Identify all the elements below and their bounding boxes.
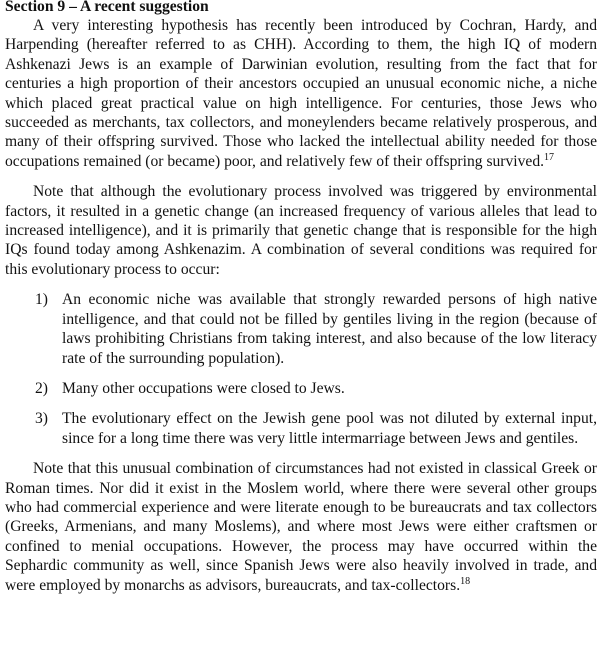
list-item-text: An economic niche was available that strongly rewarded persons of high native intelligence, and that could not be filled by gentiles living in the region (because of laws prohibiting Christians from taking interest, and also because of the low literacy rate of the surrounding population). <box>62 291 597 367</box>
footnote-marker: 17 <box>544 151 555 163</box>
conditions-list <box>5 290 597 448</box>
paragraph-text: A very interesting hypothesis has recently been introduced by Cochran, Hardy, and Harpending (hereafter referred to as CHH). According to them, the high IQ of modern Ashkenazi Jews is an example of Darwinian evolution, resulting from the fact that for centuries a high proportion of their ancestors occupied an unusual economic niche, a niche which placed great practical value on high intelligence. For centuries, those Jews who succeeded as merchants, tax collectors, and moneylenders became relatively prosperous, and many of their offspring survived. Those who lacked the intellectual ability needed for those occupations remained (or became) poor, and relatively few of their offspring survived. <box>5 17 597 170</box>
list-item-number: 1) <box>35 291 48 309</box>
list-item-text: The evolutionary effect on the Jewish gene pool was not diluted by external input, since for a long time there was very little intermarriage between Jews and gentiles. <box>62 410 597 447</box>
document-page <box>5 0 597 595</box>
list-item <box>5 290 597 368</box>
list-item <box>5 379 597 398</box>
section-heading: Section 9 – A recent suggestion <box>5 0 209 15</box>
footnote-marker: 18 <box>460 575 471 587</box>
paragraph-conditions-intro <box>5 182 597 279</box>
paragraph-text: Note that although the evolutionary process involved was triggered by environmental factors, it resulted in a genetic change (an increased frequency of various alleles that lead to increased intelligence), and it is primarily that genetic change that is responsible for the high IQs found today among Ashkenazim. A combination of several conditions was required for this evolutionary process to occur: <box>5 183 597 278</box>
paragraph-text: Note that this unusual combination of circumstances had not existed in classical Greek or Roman times. Nor did it exist in the Moslem world, where there were several other groups who had commercial experience and were literate enough to be bureaucrats and tax collectors (Greeks, Armenians, and many Moslems), and where most Jews were either craftsmen or confined to menial occupations. However, the process may have occurred within the Sephardic community as well, since Spanish Jews were also heavily involved in trade, and were employed by monarchs as advisors, bureaucrats, and tax-collectors. <box>5 460 597 594</box>
paragraph-hypothesis <box>5 16 597 171</box>
paragraph-historical-comparison <box>5 459 597 595</box>
list-item-number: 3) <box>35 410 48 428</box>
list-item-text: Many other occupations were closed to Jews. <box>62 379 345 397</box>
list-item-number: 2) <box>35 379 48 397</box>
list-item <box>5 409 597 448</box>
